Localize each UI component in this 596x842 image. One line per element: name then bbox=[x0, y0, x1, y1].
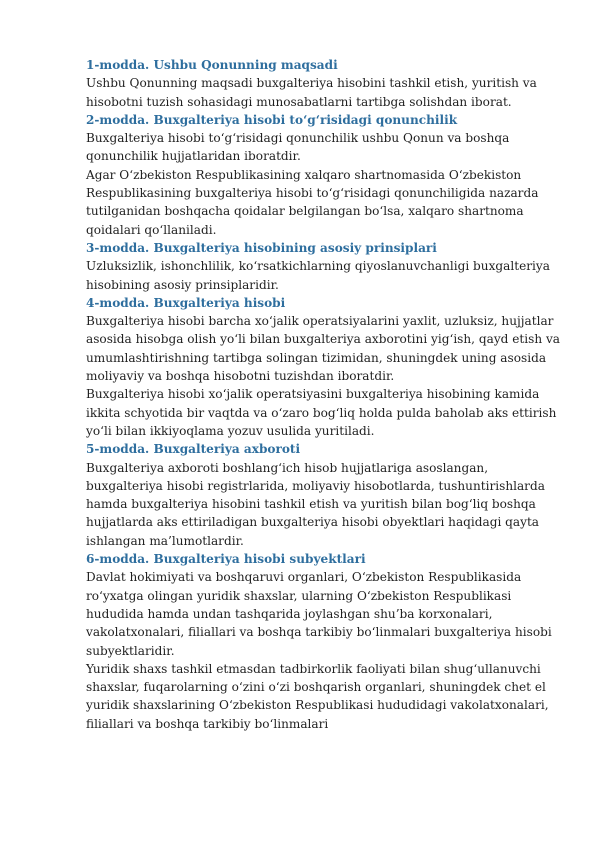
article-1-paragraph-1: Ushbu Qonunning maqsadi buxgalteriya hisobini tashkil etish, yuritish va hisobotni tuzish sohasidagi munosabatlarni tartibga solishdan iborat. bbox=[86, 76, 537, 109]
article-3-heading: 3-modda. Buxgalteriya hisobining asosiy prinsiplari bbox=[86, 240, 437, 255]
article-6-paragraph-1: Davlat hokimiyati va boshqaruvi organlari, O‘zbekiston Respublikasida ro‘yxatga olingan yuridik shaxslar, ularning O‘zbekiston Respublikasi hududida hamda undan tashqarida joylashgan shu’ba korxonalari, vakolatxonalari, filiallari va boshqa tarkibiy bo‘linmalari buxgalteriya hisobi subyektlaridir. bbox=[86, 570, 552, 658]
article-6-paragraph-2: Yuridik shaxs tashkil etmasdan tadbirkorlik faoliyati bilan shug‘ullanuvchi shaxslar, fuqarolarning o‘zini o‘zi boshqarish organlari, shuningdek chet el yuridik shaxslarining O‘zbekiston Respublikasi hududidagi vakolatxonalari, filiallari va boshqa tarkibiy bo‘linmalari bbox=[86, 661, 549, 731]
article-2-paragraph-1: Buxgalteriya hisobi to‘g‘risidagi qonunchilik ushbu Qonun va boshqa qonunchilik hujjatlaridan iboratdir. bbox=[86, 131, 510, 164]
article-6-heading: 6-modda. Buxgalteriya hisobi subyektlari bbox=[86, 552, 366, 567]
article-2-heading: 2-modda. Buxgalteriya hisobi to‘g‘risidagi qonunchilik bbox=[86, 112, 458, 127]
article-2-paragraph-2: Agar O‘zbekiston Respublikasining xalqaro shartnomasida O‘zbekiston Respublikasining buxgalteriya hisobi to‘g‘risidagi qonunchiligida nazarda tutilganidan boshqacha qoidalar belgilangan bo‘lsa, xalqaro shartnoma qoidalari qo‘llaniladi. bbox=[86, 167, 539, 237]
article-5-heading: 5-modda. Buxgalteriya axboroti bbox=[86, 442, 301, 457]
article-4-heading: 4-modda. Buxgalteriya hisobi bbox=[86, 295, 286, 310]
article-1-heading: 1-modda. Ushbu Qonunning maqsadi bbox=[86, 58, 338, 72]
article-4-paragraph-2: Buxgalteriya hisobi xo‘jalik operatsiyasini buxgalteriya hisobining kamida ikkita schyotida bir vaqtda va o‘zaro bog‘liq holda pulda baholab aks ettirish yo‘li bilan ikkiyoqlama yozuv usulida yuritiladi. bbox=[86, 387, 557, 438]
article-4-paragraph-1: Buxgalteriya hisobi barcha xo‘jalik operatsiyalarini yaxlit, uzluksiz, hujjatlar asosida hisobga olish yo‘li bilan buxgalteriya axborotini yig‘ish, qayd etish va umumlashtirishning tartibga solingan tizimidan, shuningdek uning asosida moliyaviy va boshqa hisobotni tuzishdan iboratdir. bbox=[86, 314, 561, 384]
article-3-paragraph-1: Uzluksizlik, ishonchlilik, ko‘rsatkichlarning qiyoslanuvchanligi buxgalteriya hisobining asosiy prinsiplaridir. bbox=[86, 259, 550, 292]
article-5-paragraph-1: Buxgalteriya axboroti boshlang‘ich hisob hujjatlariga asoslangan, buxgalteriya hisobi registrlarida, moliyaviy hisobotlarda, tushuntirishlarda hamda buxgalteriya hisobini tashkil etish va yuritish bilan bog‘liq boshqa hujjatlarda aks ettiriladigan buxgalteriya hisobi obyektlari haqidagi qayta ishlangan ma’lumotlardir. bbox=[86, 460, 545, 548]
document-page bbox=[86, 56, 566, 733]
